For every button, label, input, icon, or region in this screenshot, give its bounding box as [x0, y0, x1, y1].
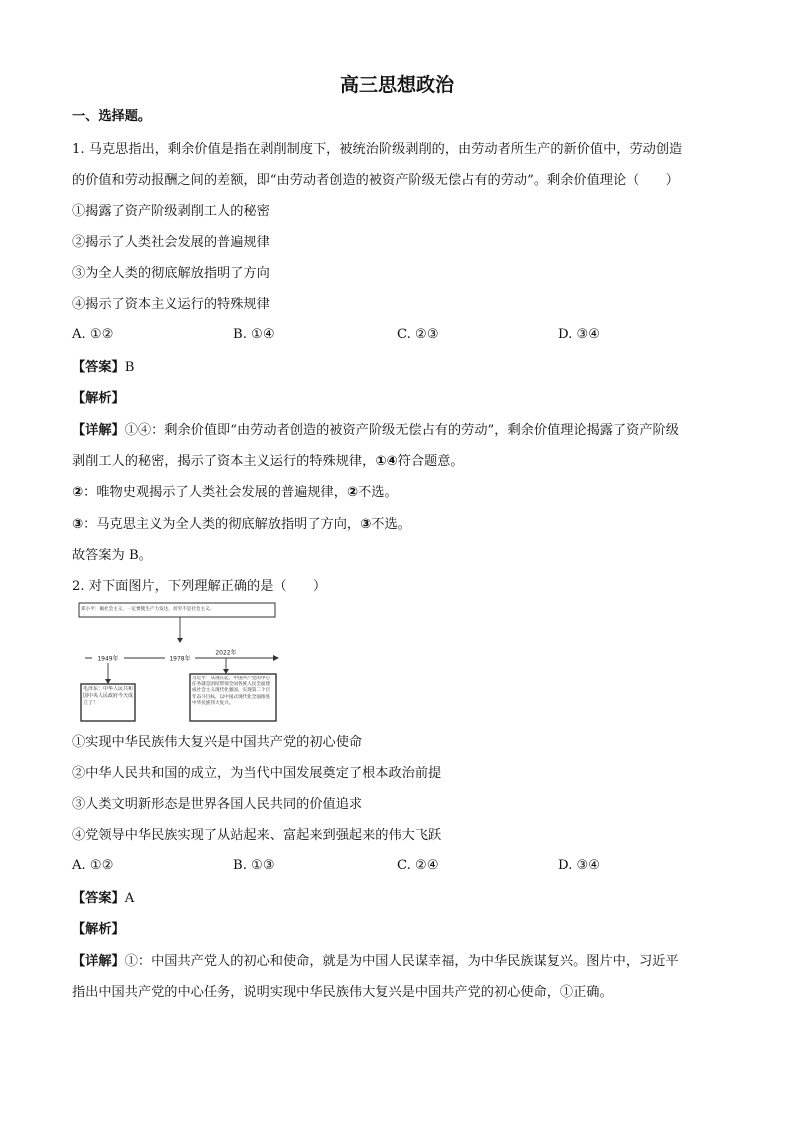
q1-detail-mark-4a: ③: [72, 517, 84, 532]
q1-option-d: D. ③④: [558, 327, 601, 342]
right-quote-text-wrap: [192, 676, 274, 719]
left-quote-text: 毛泽东：中华人民共和国中央人民政府今天成立了！: [83, 686, 133, 706]
section-heading: 一、选择题。: [72, 109, 152, 124]
top-quote-text: 邓小平：搞社会主义，一定要使生产力发达，贫穷不是社会主义。: [81, 607, 215, 612]
arrowhead-1978: [177, 638, 183, 643]
q1-detail-mark-3c: ②: [346, 485, 359, 500]
q1-detail-text-4d: 不选。: [371, 517, 411, 532]
q1-detail-line-3: [72, 483, 398, 503]
q2-stem: 2. 对下面图片，下列理解正确的是（ ）: [72, 579, 327, 594]
q1-detail-mark-2: ①④: [375, 454, 398, 469]
top-quote-text-wrap: [81, 604, 273, 616]
q2-item-4: ④党领导中华民族实现了从站起来、富起来到强起来的伟大飞跃: [72, 828, 442, 843]
q1-stem-line-1: 1. 马克思指出，剩余价值是指在剥削制度下，被统治阶级剥削的，由劳动者所生产的新价值中，劳动创造: [72, 142, 683, 157]
q1-item-3: ③为全人类的彻底解放指明了方向: [72, 266, 270, 281]
q1-item-1: ①揭露了资产阶级剥削工人的秘密: [72, 204, 270, 219]
year-2022: 2022年: [215, 649, 237, 657]
q2-option-a: A. ①②: [72, 858, 114, 873]
q2-answer-label: 【答案】: [72, 891, 125, 906]
left-quote-text-wrap: [83, 686, 133, 719]
q2-detail-line-2: 指出中国共产党的中心任务，说明实现中华民族伟大复兴是中国共产党的初心使命，①正确。: [72, 985, 613, 1000]
q1-detail-label: 【详解】: [72, 423, 125, 438]
q1-item-4: ④揭示了资本主义运行的特殊规律: [72, 297, 270, 312]
arrowhead-2022: [223, 669, 229, 674]
q2-detail-text-1: ①：中国共产党人的初心和使命，就是为中国人民谋幸福，为中华民族谋复兴。图片中，习近平: [124, 954, 679, 969]
q1-conclusion: 故答案为 B。: [72, 548, 152, 563]
q2-analysis-label: 【解析】: [72, 922, 125, 937]
q2-option-c: C. ②④: [397, 858, 439, 873]
q1-answer-value: B: [124, 360, 135, 375]
q1-detail-mark-3a: ②: [72, 485, 84, 500]
q1-analysis-label: 【解析】: [72, 391, 125, 406]
year-1949: 1949年: [97, 655, 119, 663]
timeline-figure: [77, 600, 279, 724]
q1-detail-text-3d: 不选。: [358, 485, 398, 500]
q1-detail-line-4: [72, 515, 411, 535]
q2-item-2: ②中华人民共和国的成立，为当代中国发展奠定了根本政治前提: [72, 766, 442, 781]
q2-item-3: ③人类文明新形态是世界各国人民共同的价值追求: [72, 797, 363, 812]
q2-answer-value: A: [124, 891, 135, 906]
q2-detail-label: 【详解】: [72, 954, 125, 969]
q1-detail-text-2c: 符合题意。: [397, 454, 464, 469]
q2-option-b: B. ①③: [233, 858, 275, 873]
q1-stem-line-2: 的价值和劳动报酬之间的差额，即“由劳动者创造的被资产阶级无偿占有的劳动”。剩余价值理论（ ）: [72, 173, 679, 188]
year-1978: 1978年: [169, 655, 191, 663]
q2-item-1: ①实现中华民族伟大复兴是中国共产党的初心使命: [72, 735, 363, 750]
page-title: 高三思想政治: [339, 74, 454, 96]
q1-option-b: B. ①④: [233, 327, 275, 342]
q1-detail-text-4b: ：马克思主义为全人类的彻底解放指明了方向，: [83, 517, 361, 532]
q1-detail-line-1: [72, 421, 679, 441]
timeline-diagram: [77, 600, 279, 724]
q1-answer: [72, 358, 134, 378]
q1-option-a: A. ①②: [72, 327, 114, 342]
arrowhead-1949: [105, 679, 111, 684]
q1-detail-text-2a: 剥削工人的秘密，揭示了资本主义运行的特殊规律，: [72, 454, 376, 469]
q1-answer-label: 【答案】: [72, 360, 125, 375]
q1-detail-line-2: [72, 452, 464, 472]
right-quote-text: 习近平：从现在起，中国共产党的中心任务就是团结带领全国各族人民全面建成社会主义现代化强国、实现第二个百年奋斗目标，以中国式现代化全面推进中华民族伟大复兴。: [192, 676, 271, 706]
q2-answer: [72, 889, 134, 909]
q1-item-2: ②揭示了人类社会发展的普遍规律: [72, 235, 270, 250]
q2-detail-line-1: [72, 952, 679, 972]
q2-option-d: D. ③④: [558, 858, 601, 873]
q1-detail-mark-4c: ③: [360, 517, 372, 532]
q1-detail-text-1: ①④：剩余价值即“由劳动者创造的被资产阶级无偿占有的劳动”，剩余价值理论揭露了资产阶级: [124, 423, 679, 438]
q1-detail-text-3b: ：唯物史观揭示了人类社会发展的普遍规律，: [83, 485, 347, 500]
q1-option-c: C. ②③: [397, 327, 439, 342]
timeline-arrow: [273, 655, 279, 661]
